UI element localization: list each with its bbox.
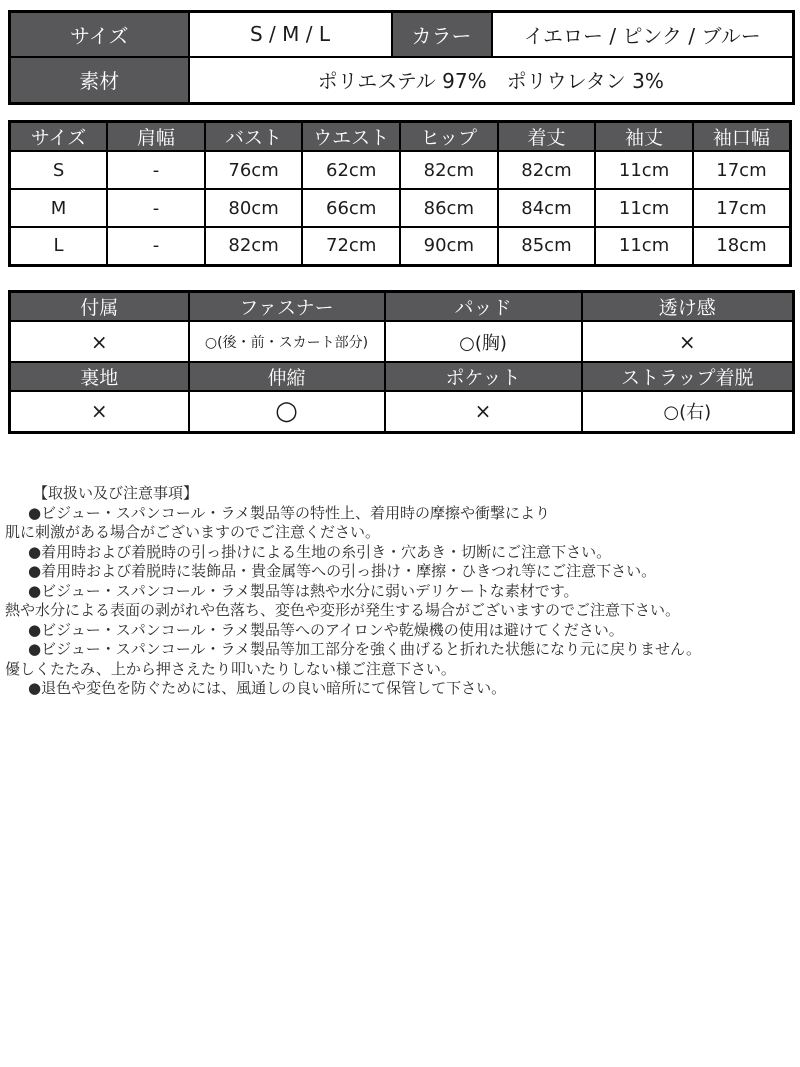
size-row-s bbox=[10, 151, 791, 189]
table-row bbox=[10, 12, 794, 57]
notes-title: 【取扱い及び注意事項】 bbox=[33, 484, 199, 502]
measure-cell: 18cm bbox=[693, 227, 791, 265]
pad-value-cell: ○(胸) bbox=[385, 321, 582, 362]
header-cell: ポケット bbox=[385, 362, 582, 391]
size-row-l bbox=[10, 227, 791, 265]
measure-cell: 76cm bbox=[205, 151, 303, 189]
pocket-value-cell: × bbox=[385, 391, 582, 432]
header-cell: サイズ bbox=[10, 122, 108, 152]
header-cell: ウエスト bbox=[302, 122, 400, 152]
color-label-cell: カラー bbox=[392, 12, 492, 57]
size-name-cell: M bbox=[10, 189, 108, 227]
size-label-cell: サイズ bbox=[10, 12, 189, 57]
sheerness-value-cell: × bbox=[582, 321, 794, 362]
measure-cell: 85cm bbox=[498, 227, 596, 265]
notes-line: ●ビジュー・スパンコール・ラメ製品等へのアイロンや乾燥機の使用は避けてください。 bbox=[28, 620, 624, 639]
measure-cell: 86cm bbox=[400, 189, 498, 227]
stretch-value-cell: ○ bbox=[189, 391, 385, 432]
size-chart-header-row bbox=[10, 122, 791, 152]
features-header-row bbox=[10, 292, 794, 322]
features-header-row bbox=[10, 362, 794, 391]
lining-value-cell: × bbox=[10, 391, 189, 432]
notes-line: ●着用時および着脱時に装飾品・貴金属等への引っ掛け・摩擦・ひきつれ等にご注意下さい。 bbox=[28, 562, 657, 580]
measure-cell: 84cm bbox=[498, 189, 596, 227]
features-value-row bbox=[10, 391, 794, 432]
header-cell: 伸縮 bbox=[189, 362, 385, 391]
measure-cell: 11cm bbox=[595, 151, 693, 189]
size-value-cell: S / M / L bbox=[189, 12, 392, 57]
fastener-value-cell: ○(後・前・スカート部分) bbox=[189, 321, 385, 362]
summary-table bbox=[8, 10, 795, 105]
measure-cell: 82cm bbox=[498, 151, 596, 189]
features-table bbox=[8, 290, 795, 434]
notes-line: ●退色や変色を防ぐためには、風通しの良い暗所にて保管して下さい。 bbox=[28, 679, 507, 697]
table-row bbox=[10, 57, 794, 104]
strap-value-cell: ○(右) bbox=[582, 391, 794, 432]
header-cell: バスト bbox=[205, 122, 303, 152]
measure-cell: 80cm bbox=[205, 189, 303, 227]
measure-cell: 72cm bbox=[302, 227, 400, 265]
header-cell: 付属 bbox=[10, 292, 189, 322]
notes-line: ●ビジュー・スパンコール・ラメ製品等加工部分を強く曲げると折れた状態になり元に戻りません。 bbox=[28, 640, 701, 658]
header-cell: ヒップ bbox=[400, 122, 498, 152]
header-cell: 袖丈 bbox=[595, 122, 693, 152]
header-cell: 肩幅 bbox=[107, 122, 205, 152]
notes-line: 優しくたたみ、上から押さえたり叩いたりしない様ご注意下さい。 bbox=[5, 659, 456, 678]
accessory-value-cell: × bbox=[10, 321, 189, 362]
measure-cell: 82cm bbox=[205, 227, 303, 265]
measure-cell: 11cm bbox=[595, 227, 693, 265]
measure-cell: - bbox=[107, 189, 205, 227]
measure-cell: 17cm bbox=[693, 189, 791, 227]
measure-cell: 82cm bbox=[400, 151, 498, 189]
notes-line: 熱や水分による表面の剥がれや色落ち、変色や変形が発生する場合がございますのでご注意下さい。 bbox=[5, 601, 681, 619]
header-cell: 裏地 bbox=[10, 362, 189, 391]
header-cell: ストラップ着脱 bbox=[582, 362, 794, 391]
header-cell: パッド bbox=[385, 292, 582, 322]
notes-line: ●着用時および着脱時の引っ掛けによる生地の糸引き・穴あき・切断にご注意下さい。 bbox=[28, 542, 612, 561]
measure-cell: - bbox=[107, 151, 205, 189]
measure-cell: 66cm bbox=[302, 189, 400, 227]
header-cell: 袖口幅 bbox=[693, 122, 791, 152]
notes-line: 肌に刺激がある場合がございますのでご注意ください。 bbox=[5, 523, 381, 541]
header-cell: 透け感 bbox=[582, 292, 794, 322]
size-name-cell: S bbox=[10, 151, 108, 189]
size-chart-table bbox=[8, 120, 792, 267]
features-value-row bbox=[10, 321, 794, 362]
measure-cell: 17cm bbox=[693, 151, 791, 189]
size-row-m bbox=[10, 189, 791, 227]
measure-cell: - bbox=[107, 227, 205, 265]
material-label-cell: 素材 bbox=[10, 57, 189, 104]
measure-cell: 62cm bbox=[302, 151, 400, 189]
header-cell: 着丈 bbox=[498, 122, 596, 152]
notes-line: ●ビジュー・スパンコール・ラメ製品等の特性上、着用時の摩擦や衝撃により bbox=[28, 503, 551, 522]
notes-line: ●ビジュー・スパンコール・ラメ製品等は熱や水分に弱いデリケートな素材です。 bbox=[28, 581, 579, 600]
color-value-cell: イエロー / ピンク / ブルー bbox=[492, 12, 794, 57]
care-notes bbox=[5, 484, 795, 699]
measure-cell: 90cm bbox=[400, 227, 498, 265]
measure-cell: 11cm bbox=[595, 189, 693, 227]
material-value-cell: ポリエステル 97% ポリウレタン 3% bbox=[189, 57, 794, 104]
header-cell: ファスナー bbox=[189, 292, 385, 322]
size-name-cell: L bbox=[10, 227, 108, 265]
